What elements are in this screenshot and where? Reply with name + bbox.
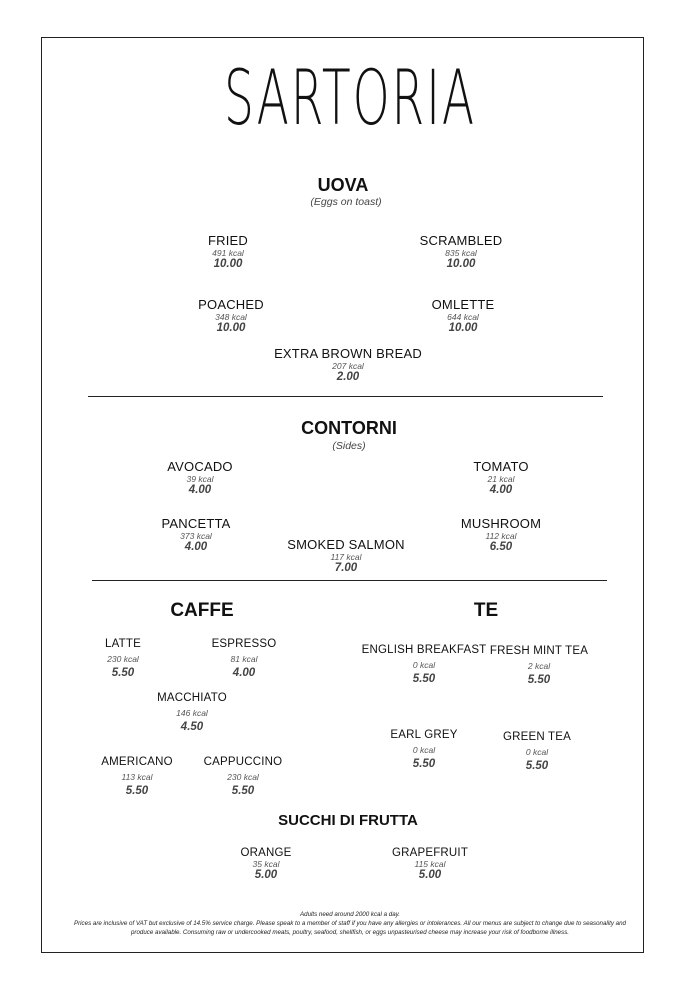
menu-item-macchiato: [157, 692, 227, 733]
section-divider: [88, 396, 603, 397]
item-name: AMERICANO: [101, 756, 173, 768]
menu-item-pancetta: [161, 516, 230, 553]
item-price: 4.00: [489, 484, 513, 496]
section-title-te: TE: [473, 600, 499, 621]
item-kcal: 373 kcal: [180, 531, 212, 541]
item-name: FRIED: [208, 233, 248, 248]
section-subtitle-uova: (Eggs on toast): [310, 196, 382, 208]
menu-item-espresso: [212, 638, 277, 679]
menu-item-fried: [208, 233, 248, 270]
item-name: GRAPEFRUIT: [391, 847, 469, 859]
item-price: 5.00: [418, 869, 442, 881]
item-name: CAPPUCCINO: [203, 756, 283, 768]
item-name: ORANGE: [240, 847, 292, 859]
item-name: OMLETTE: [431, 297, 495, 312]
sartoria-logo: SARTORIA: [224, 53, 476, 142]
item-name: MACCHIATO: [157, 692, 227, 704]
item-price: 4.00: [188, 484, 212, 496]
item-name: SCRAMBLED: [419, 233, 503, 248]
item-price: 4.00: [184, 541, 208, 553]
menu-item-americano: [101, 756, 172, 797]
item-kcal: 230 kcal: [227, 772, 259, 782]
item-price: 5.50: [527, 674, 551, 686]
item-kcal: 113 kcal: [121, 772, 153, 782]
item-kcal: 146 kcal: [176, 708, 208, 718]
menu-item-earl-grey: [390, 729, 457, 770]
item-kcal: 112 kcal: [485, 531, 517, 541]
item-kcal: 491 kcal: [212, 248, 244, 258]
item-name: EARL GREY: [390, 729, 458, 741]
menu-item-tomato: [473, 459, 528, 496]
menu-item-english-breakfast: [362, 644, 487, 685]
item-kcal: 35 kcal: [252, 859, 280, 869]
item-price: 5.50: [111, 667, 135, 679]
menu-item-mushroom: [461, 516, 541, 553]
section-title-caffe: CAFFE: [170, 600, 234, 621]
item-name: ESPRESSO: [211, 638, 277, 650]
item-name: FRESH MINT TEA: [489, 645, 589, 657]
item-name: ENGLISH BREAKFAST: [361, 644, 487, 656]
item-name: POACHED: [198, 297, 264, 312]
section-title-succhi-di-frutta: SUCCHI DI FRUTTA: [278, 812, 418, 829]
menu-item-green-tea: [503, 731, 571, 772]
item-kcal: 644 kcal: [447, 312, 479, 322]
menu-item-cappuccino: [204, 756, 283, 797]
item-kcal: 0 kcal: [525, 747, 549, 757]
menu-item-fresh-mint-tea: [490, 645, 588, 686]
menu-item-smoked-salmon: [287, 537, 404, 574]
section-divider: [92, 580, 607, 581]
item-kcal: 39 kcal: [186, 474, 214, 484]
menu-item-orange: [240, 847, 291, 881]
footer-disclaimer: Prices are inclusive of VAT but exclusive of 14.5% service charge. Please speak to a member of staff if you have any allergies or intolerances. All our menus are subject to change due to seasonality and produce available. Consuming raw or undercooked meats, poultry, seafood, shellfish, or eggs unpasteurised cheese may increase your risk of foodborne illness.: [73, 920, 626, 936]
item-kcal: 115 kcal: [414, 859, 446, 869]
item-price: 5.50: [412, 673, 436, 685]
item-name: TOMATO: [473, 459, 529, 474]
item-price: 10.00: [448, 322, 478, 334]
item-name: EXTRA BROWN BREAD: [274, 346, 422, 361]
item-name: AVOCADO: [167, 459, 233, 474]
item-kcal: 207 kcal: [332, 361, 364, 371]
item-name: MUSHROOM: [460, 516, 542, 531]
item-name: GREEN TEA: [502, 731, 572, 743]
item-price: 10.00: [213, 258, 243, 270]
section-title-contorni: CONTORNI: [301, 418, 397, 438]
item-price: 5.50: [525, 760, 549, 772]
footer-kcal-note: Adults need around 2000 kcal a day.: [300, 911, 400, 918]
item-price: 6.50: [489, 541, 513, 553]
item-price: 5.50: [231, 785, 255, 797]
item-price: 2.00: [336, 371, 360, 383]
menu-item-omlette: [432, 297, 495, 334]
menu-item-extra-brown-bread: [274, 346, 422, 383]
menu-item-grapefruit: [392, 847, 468, 881]
item-price: 4.50: [180, 721, 204, 733]
item-price: 5.50: [412, 758, 436, 770]
item-name: LATTE: [105, 638, 141, 650]
item-name: SMOKED SALMON: [287, 537, 405, 552]
item-kcal: 0 kcal: [412, 745, 436, 755]
item-price: 10.00: [446, 258, 476, 270]
item-price: 4.00: [232, 667, 256, 679]
item-kcal: 0 kcal: [412, 660, 436, 670]
section-subtitle-contorni: (Sides): [332, 440, 366, 452]
item-kcal: 21 kcal: [487, 474, 515, 484]
menu-item-avocado: [167, 459, 232, 496]
menu-item-latte: [105, 638, 141, 679]
item-price: 7.00: [334, 562, 358, 574]
section-title-uova: UOVA: [317, 175, 369, 195]
item-price: 5.00: [254, 869, 278, 881]
item-kcal: 2 kcal: [527, 661, 551, 671]
item-price: 5.50: [125, 785, 149, 797]
footer-notes: [70, 910, 630, 937]
menu-item-scrambled: [420, 233, 503, 270]
item-price: 10.00: [216, 322, 246, 334]
item-kcal: 230 kcal: [107, 654, 139, 664]
item-kcal: 81 kcal: [230, 654, 258, 664]
menu-item-poached: [198, 297, 264, 334]
item-name: PANCETTA: [161, 516, 231, 531]
item-kcal: 835 kcal: [445, 248, 477, 258]
item-kcal: 117 kcal: [330, 552, 362, 562]
item-kcal: 348 kcal: [215, 312, 247, 322]
